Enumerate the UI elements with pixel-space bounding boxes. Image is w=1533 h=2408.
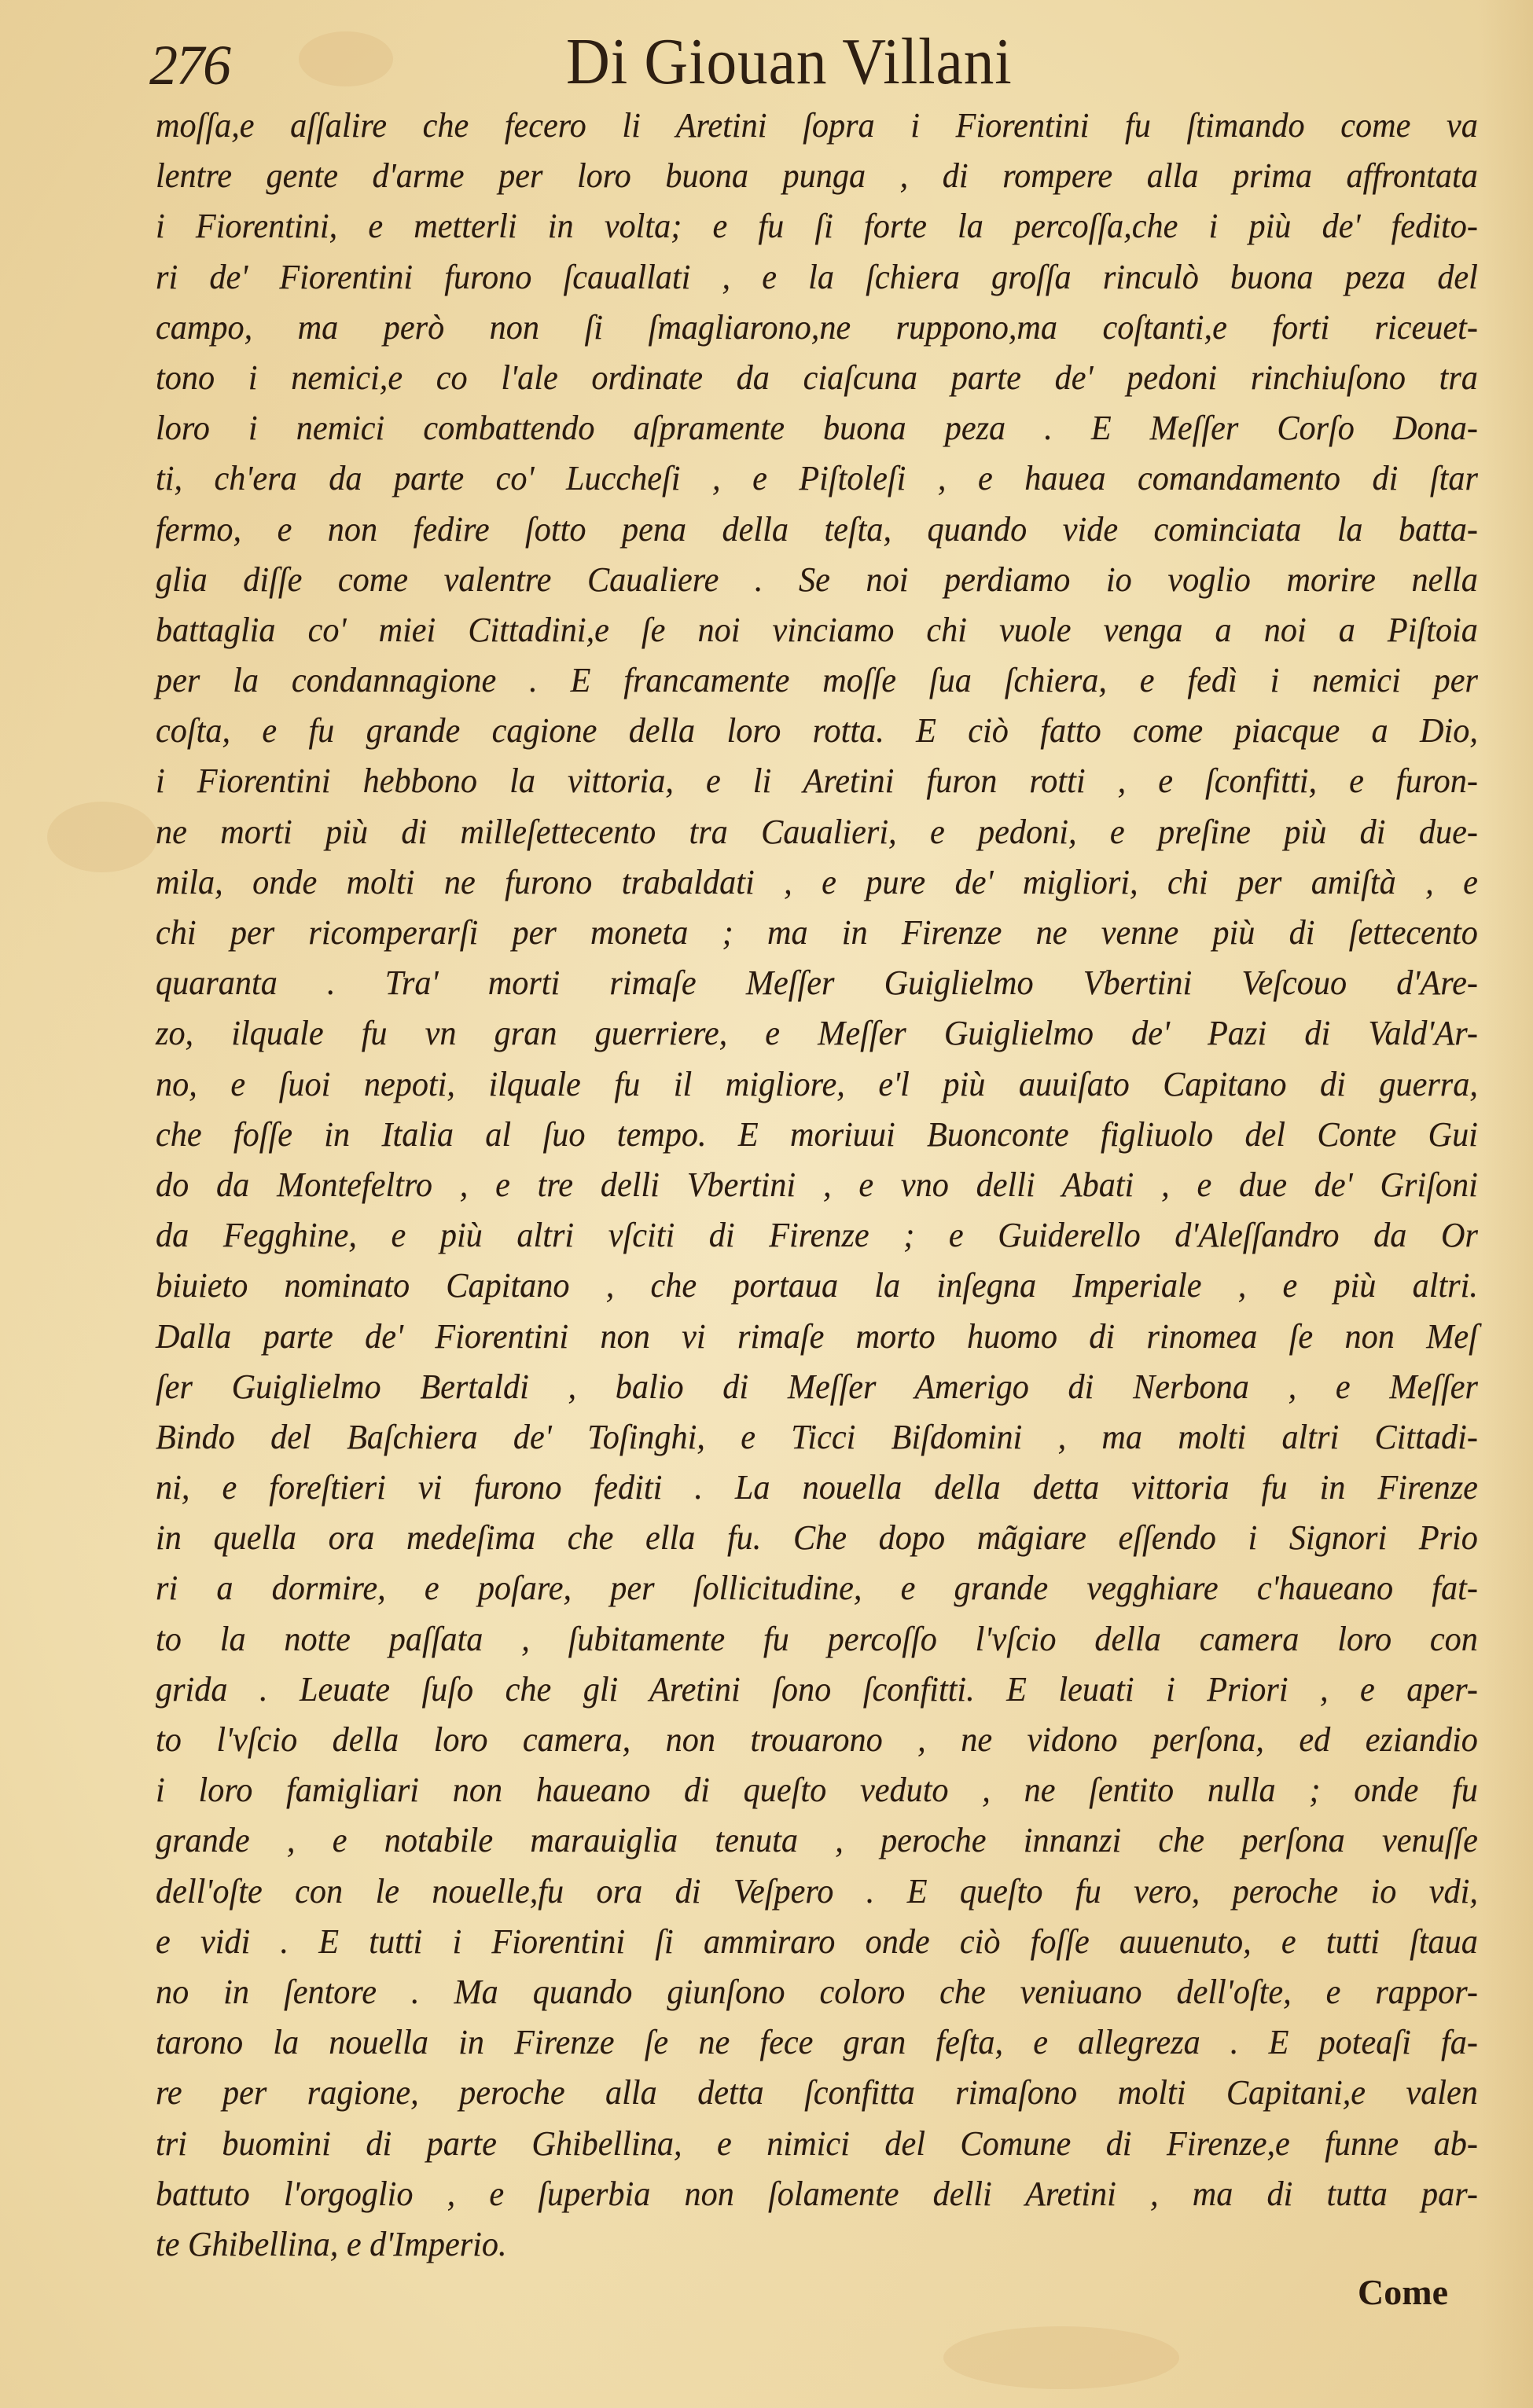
text-line: chi per ricomperarſi per moneta ; ma in Firenze ne venne più di ſettecento (156, 913, 1478, 952)
text-line: da Fegghine, e più altri vſciti di Firenze ; e Guiderello d'Aleſſandro da Or (156, 1216, 1478, 1255)
text-line: per la condannagione . E francamente moſſe ſua ſchiera, e fedì i nemici per (156, 661, 1478, 700)
text-line: loro i nemici combattendo aſpramente buona peza . E Meſſer Corſo Dona- (156, 409, 1478, 448)
text-line: ri a dormire, e poſare, per ſollicitudine, e grande vegghiare c'haueano fat- (156, 1569, 1478, 1608)
page-number: 276 (149, 34, 230, 97)
text-line: to l'vſcio della loro camera, non trouarono , ne vidono perſona, ed eziandio (156, 1720, 1478, 1759)
running-title: Di Giouan Villani (566, 25, 1013, 98)
text-line: re per ragione, peroche alla detta ſconfitta rimaſono molti Capitani,e valen (156, 2073, 1478, 2113)
body-text (156, 101, 1478, 2270)
text-line: biuieto nominato Capitano , che portaua la inſegna Imperiale , e più altri. (156, 1266, 1478, 1305)
text-line: grande , e notabile marauiglia tenuta , peroche innanzi che perſona venuſſe (156, 1821, 1478, 1860)
text-line: Bindo del Baſchiera de' Toſinghi, e Ticci Biſdomini , ma molti altri Cittadi- (156, 1417, 1478, 1456)
text-line: coſta, e fu grande cagione della loro rotta. E ciò fatto come piacque a Dio, (156, 711, 1478, 751)
text-line: fermo, e non fedire ſotto pena della teſta, quando vide cominciata la batta- (156, 509, 1478, 549)
text-line: tono i nemici,e co l'ale ordinate da ciaſcuna parte de' pedoni rinchiuſono tra (156, 358, 1478, 397)
text-line: i loro famigliari non haueano di queſto veduto , ne ſentito nulla ; onde fu (156, 1771, 1478, 1810)
text-line: glia diſſe come valentre Caualiere . Se noi perdiamo io voglio morire nella (156, 560, 1478, 599)
text-line: battuto l'orgoglio , e ſuperbia non ſolamente delli Aretini , ma di tutta par- (156, 2174, 1478, 2213)
text-line: i Fiorentini, e metterli in volta; e fu ſi forte la percoſſa,che i più de' fedito- (156, 207, 1478, 246)
text-line: ſer Guiglielmo Bertaldi , balio di Meſſer Amerigo di Nerbona , e Meſſer (156, 1367, 1478, 1406)
text-line: Dalla parte de' Fiorentini non vi rimaſe morto huomo di rinomea ſe non Meſ (156, 1316, 1478, 1356)
text-line: ni, e foreſtieri vi furono fediti . La nouella della detta vittoria fu in Firenze (156, 1468, 1478, 1507)
catchword: Come (1358, 2272, 1448, 2312)
text-line: mila, onde molti ne furono trabaldati , e pure de' migliori, chi per amiſtà , e (156, 862, 1478, 901)
text-line: battaglia co' miei Cittadini,e ſe noi vinciamo chi vuole venga a noi a Piſtoia (156, 610, 1478, 649)
text-line: do da Montefeltro , e tre delli Vbertini , e vno delli Abati , e due de' Griſoni (156, 1165, 1478, 1204)
text-line last-line: te Ghibellina, e d'Imperio. (156, 2224, 507, 2263)
text-line: to la notte paſſata , ſubitamente fu percoſſo l'vſcio della camera loro con (156, 1619, 1478, 1658)
text-line: dell'oſte con le nouelle,fu ora di Veſpero . E queſto fu vero, peroche io vdi, (156, 1871, 1478, 1911)
text-line: ne morti più di milleſettecento tra Caualieri, e pedoni, e preſine più di due- (156, 812, 1478, 851)
text-line: e vidi . E tutti i Fiorentini ſi ammiraro onde ciò foſſe auuenuto, e tutti ſtaua (156, 1922, 1478, 1961)
text-line: che foſſe in Italia al ſuo tempo. E moriuui Buonconte figliuolo del Conte Gui (156, 1114, 1478, 1154)
running-head (0, 24, 1533, 98)
text-line: no in ſentore . Ma quando giunſono coloro che veniuano dell'oſte, e rappor- (156, 1972, 1478, 2011)
text-line: in quella ora medeſima che ella fu. Che dopo mãgiare eſſendo i Signori Prio (156, 1518, 1478, 1558)
text-line: zo, ilquale fu vn gran guerriere, e Meſſer Guiglielmo de' Pazi di Vald'Ar- (156, 1014, 1478, 1053)
text-line: campo, ma però non ſi ſmagliarono,ne ruppono,ma coſtanti,e forti riceuet- (156, 307, 1478, 347)
paper-stain (943, 2326, 1179, 2389)
text-line: grida . Leuate ſuſo che gli Aretini ſono ſconfitti. E leuati i Priori , e aper- (156, 1669, 1478, 1709)
text-line: no, e ſuoi nepoti, ilquale fu il migliore, e'l più auuiſato Capitano di guerra, (156, 1064, 1478, 1103)
paper-stain (47, 802, 157, 872)
text-line: tarono la nouella in Firenze ſe ne fece gran feſta, e allegreza . E poteaſi fa- (156, 2023, 1478, 2062)
text-line: quaranta . Tra' morti rimaſe Meſſer Guiglielmo Vbertini Veſcouo d'Are- (156, 964, 1478, 1003)
text-line: i Fiorentini hebbono la vittoria, e li Aretini furon rotti , e ſconfitti, e furon- (156, 762, 1478, 801)
text-line: tri buomini di parte Ghibellina, e nimici del Comune di Firenze,e funne ab- (156, 2124, 1478, 2163)
text-line: ri de' Fiorentini furono ſcauallati , e la ſchiera groſſa rinculò buona peza del (156, 257, 1478, 296)
text-line: ti, ch'era da parte co' Luccheſi , e Piſtoleſi , e hauea comandamento di ſtar (156, 459, 1478, 498)
text-line: lentre gente d'arme per loro buona punga , di rompere alla prima affrontata (156, 156, 1478, 196)
text-line: moſſa,e aſſalire che fecero li Aretini ſopra i Fiorentini fu ſtimando come va (156, 106, 1478, 145)
